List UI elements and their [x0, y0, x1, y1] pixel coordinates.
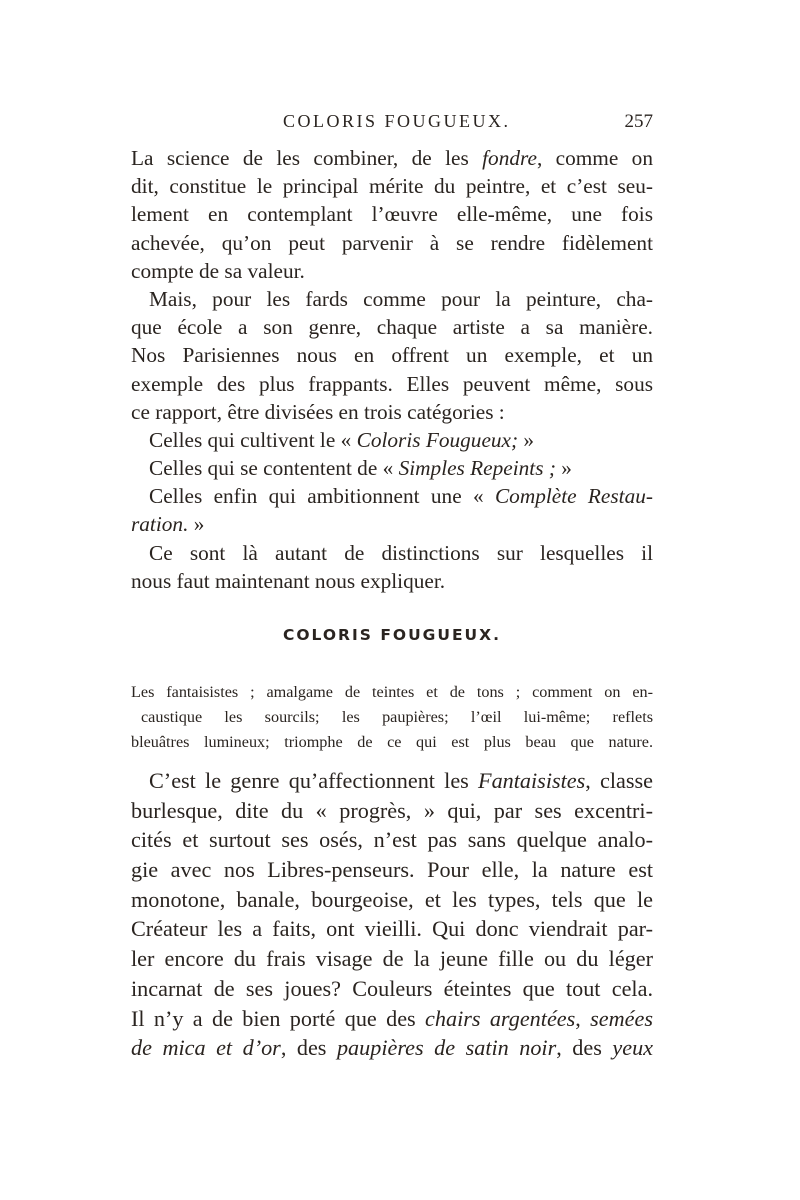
text-line: compte de sa valeur.: [131, 258, 305, 283]
text-line: nous faut maintenant nous expliquer.: [131, 568, 446, 593]
text-line: Ce sont là autant de distinctions sur lesquelles il: [149, 540, 653, 565]
text-line: ler encore du frais visage de la jeune fille ou du léger: [131, 946, 653, 972]
text-line: Créateur les a faits, ont vieilli. Qui donc viendrait par-: [131, 916, 653, 942]
category-item-1: Celles qui cultivent le « Coloris Fougueux; »: [149, 427, 535, 452]
text-line: monotone, banale, bourgeoise, et les types, tels que le: [131, 886, 653, 912]
text-line: ce rapport, être divisées en trois catégories :: [131, 399, 505, 424]
category-item-2: Celles qui se contentent de « Simples Repeints ; »: [149, 456, 572, 481]
summary-line: caustique les sourcils; les paupières; l’œil lui-même; reflets: [141, 708, 653, 726]
text-line: exemple des plus frappants. Elles peuvent même, sous: [131, 371, 653, 396]
section-heading: COLORIS FOUGUEUX.: [283, 626, 501, 644]
text-line: lement en contemplant l’œuvre elle-même, une fois: [131, 202, 653, 227]
category-item-3: Celles enfin qui ambitionnent une « Complète Restau-: [149, 484, 653, 509]
text-line: C’est le genre qu’affectionnent les Fantaisistes, classe: [149, 768, 653, 793]
text-line: Nos Parisiennes nous en offrent un exemple, et un: [131, 343, 653, 368]
running-head: [131, 111, 653, 139]
text-line: dit, constitue le principal mérite du peintre, et c’est seu-: [131, 174, 653, 199]
text-line: Mais, pour les fards comme pour la peinture, cha-: [149, 286, 653, 311]
text-line: gie avec nos Libres-penseurs. Pour elle, la nature est: [131, 857, 653, 883]
text-line: que école a son genre, chaque artiste a sa manière.: [131, 315, 653, 340]
summary-line: bleuâtres lumineux; triomphe de ce qui est plus beau que nature.: [131, 733, 653, 751]
page-number: 257: [624, 111, 653, 132]
text-line: burlesque, dite du « progrès, » qui, par ses excentri-: [131, 797, 653, 823]
text-line: cités et surtout ses osés, n’est pas sans quelque analo-: [131, 827, 653, 853]
text-line: La science de les combiner, de les fondre, comme on: [131, 146, 653, 170]
text-line: incarnat de ses joues? Couleurs éteintes que tout cela.: [131, 975, 653, 1001]
chapter-summary: [131, 680, 653, 755]
text-line: achevée, qu’on peut parvenir à se rendre fidèlement: [131, 230, 653, 255]
text-block-lower: [131, 766, 653, 1063]
text-block-upper: [131, 144, 653, 595]
summary-line: Les fantaisistes ; amalgame de teintes et de tons ; comment on en-: [131, 683, 653, 701]
text-line: de mica et d’or, des paupières de satin noir, des yeux: [131, 1035, 654, 1061]
category-item-3-cont: ration. »: [131, 512, 205, 537]
text-line: Il n’y a de bien porté que des chairs argentées, semées: [131, 1005, 654, 1031]
running-head-title: COLORIS FOUGUEUX.: [283, 111, 511, 131]
